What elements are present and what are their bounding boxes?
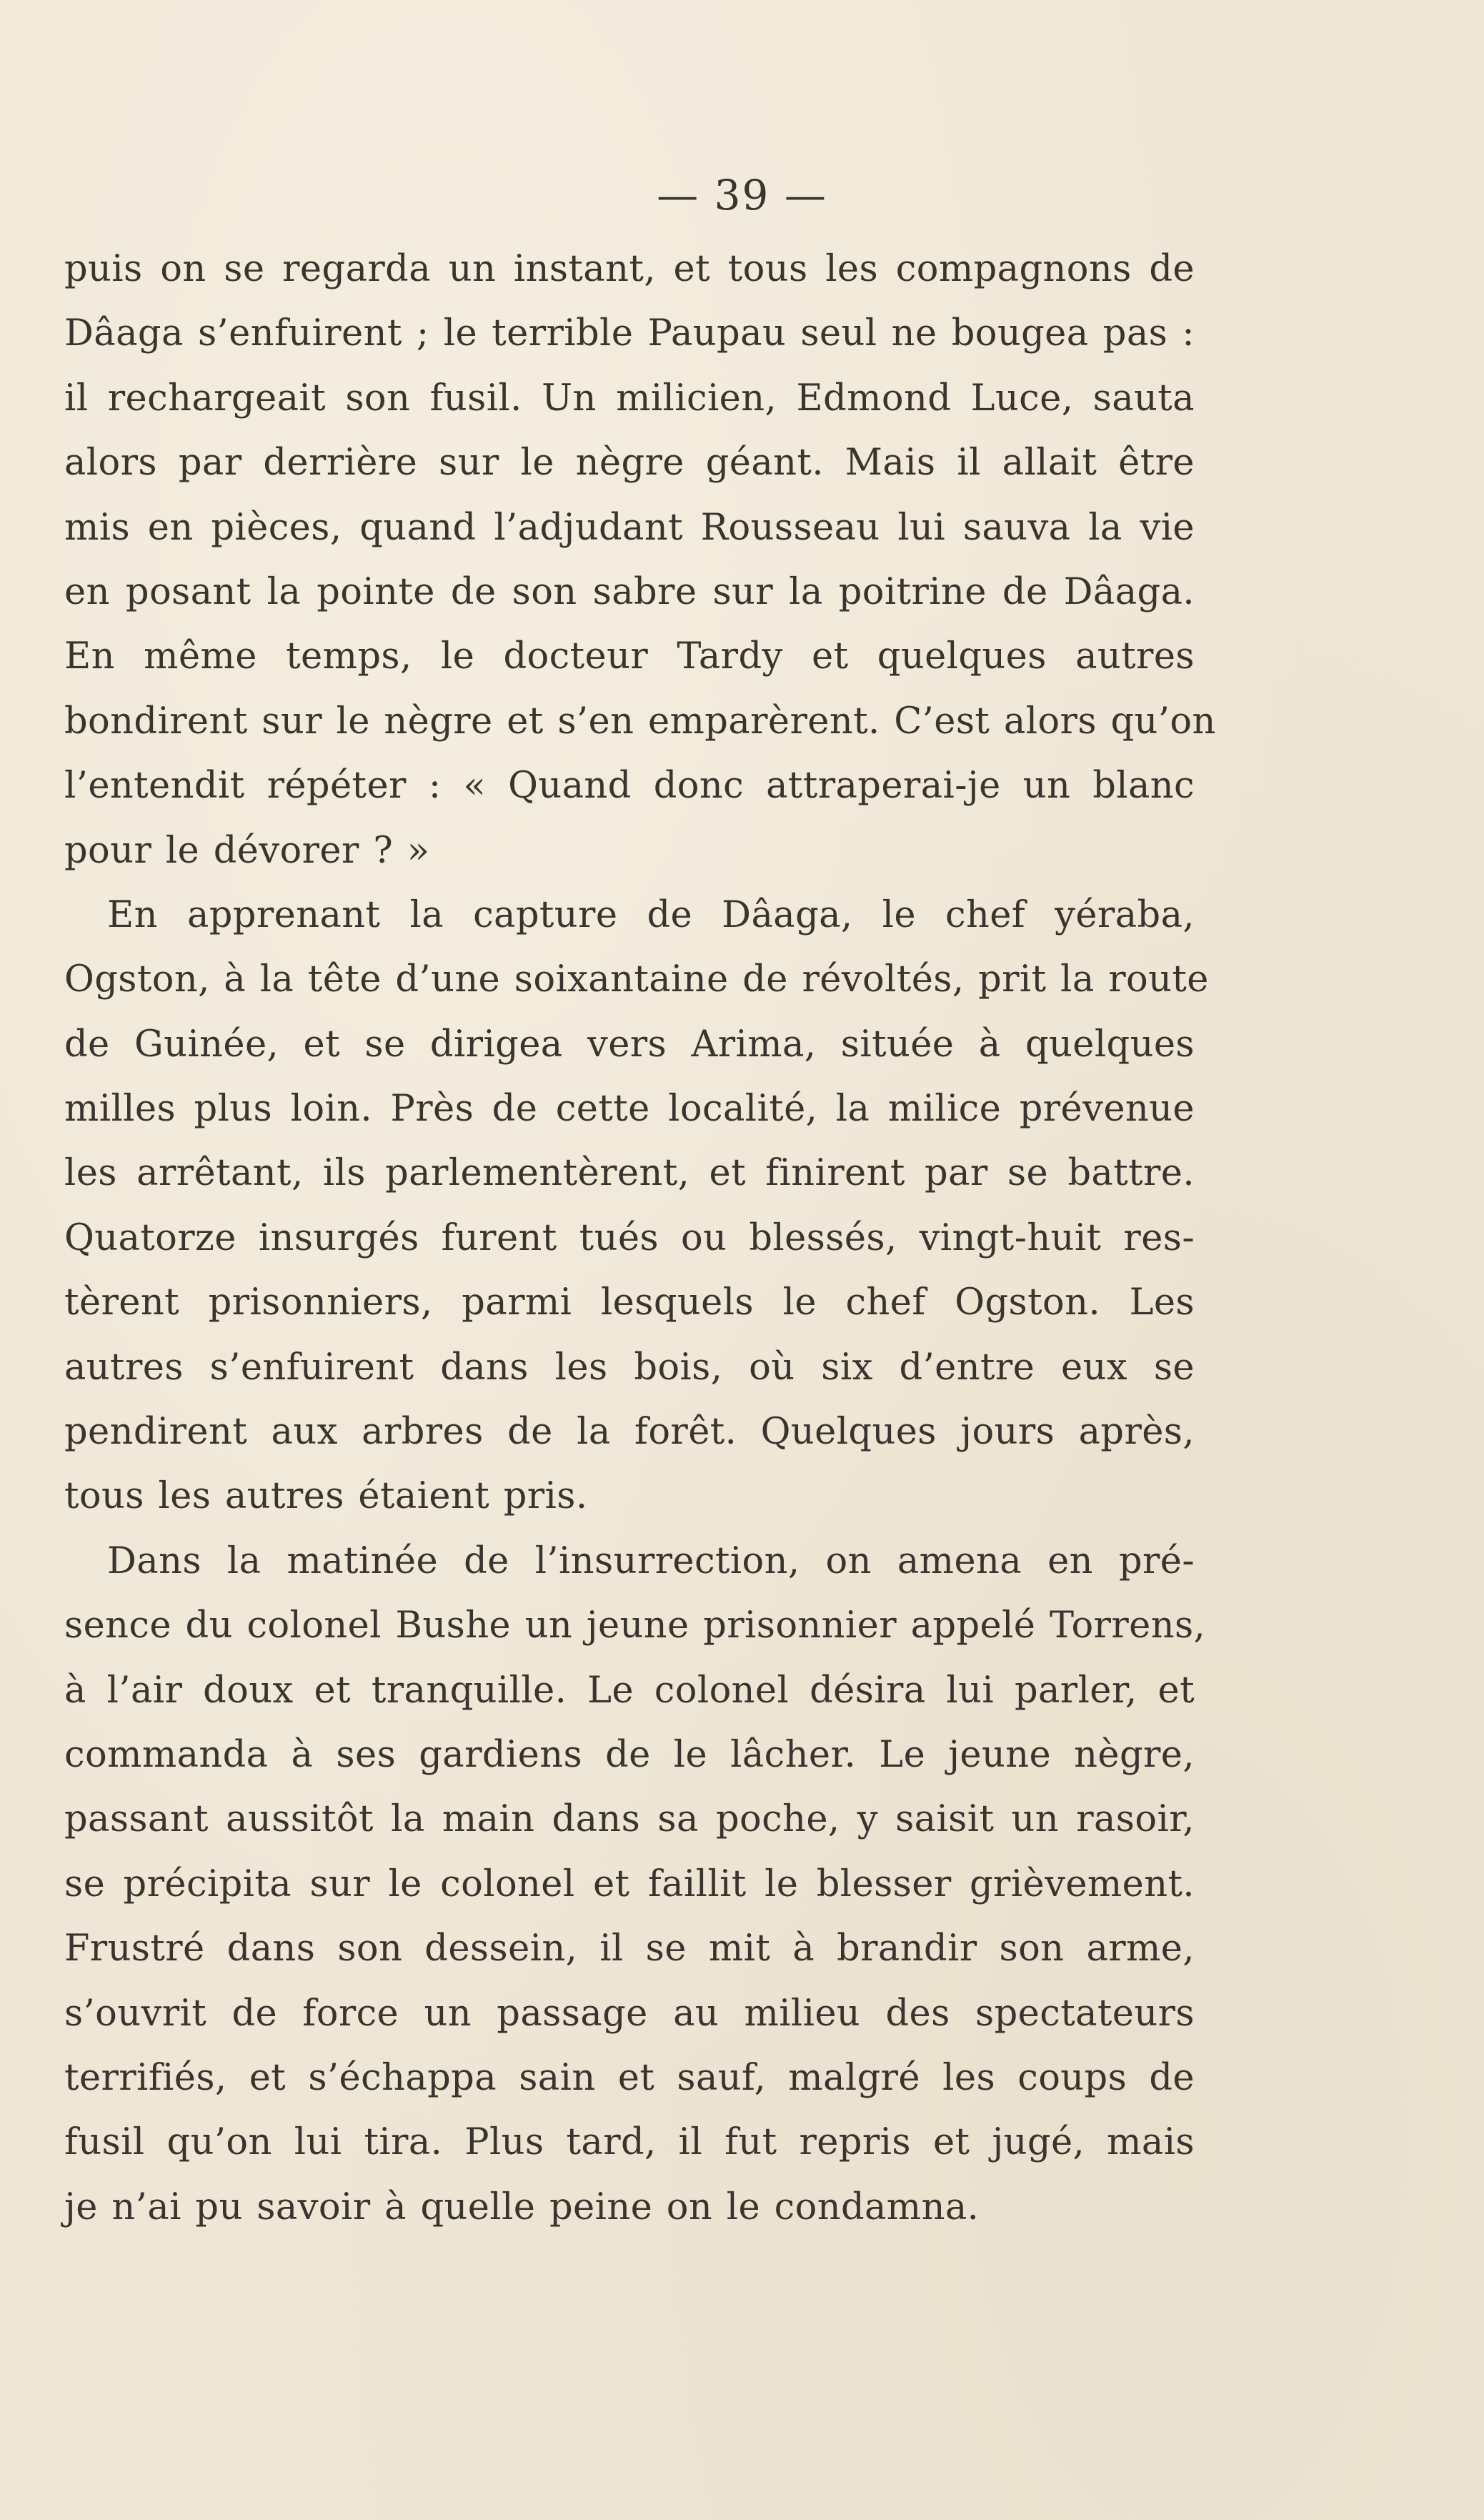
text-line: terrifiés, et s’échappa sain et sauf, malgré les coups de	[64, 2056, 1195, 2099]
text-line: pendirent aux arbres de la forêt. Quelques jours après,	[64, 1411, 1195, 1454]
text-line: en posant la pointe de son sabre sur la poitrine de Dâaga.	[64, 570, 1195, 613]
text-line: milles plus loin. Près de cette localité, la milice prévenue	[64, 1088, 1195, 1131]
text-line: de Guinée, et se dirigea vers Arima, située à quelques	[64, 1023, 1195, 1066]
text-line: En même temps, le docteur Tardy et quelques autres	[64, 635, 1195, 678]
text-line: bondirent sur le nègre et s’en emparèrent. C’est alors qu’on	[64, 700, 1216, 743]
text-line: passant aussitôt la main dans sa poche, y saisit un rasoir,	[64, 1798, 1195, 1841]
text-line: s’ouvrit de force un passage au milieu des spectateurs	[64, 1992, 1195, 2035]
text-line: mis en pièces, quand l’adjudant Rousseau lui sauva la vie	[64, 506, 1195, 549]
text-line: se précipita sur le colonel et faillit le blesser grièvement.	[64, 1862, 1195, 1905]
text-line: commanda à ses gardiens de le lâcher. Le jeune nègre,	[64, 1733, 1195, 1776]
text-line: En apprenant la capture de Dâaga, le chef yéraba,	[107, 893, 1195, 936]
text-line: alors par derrière sur le nègre géant. Mais il allait être	[64, 442, 1195, 485]
text-line: sence du colonel Bushe un jeune prisonnier appelé Torrens,	[64, 1604, 1206, 1647]
page-number: — 39 —	[657, 171, 827, 219]
text-line: tous les autres étaient pris.	[64, 1475, 588, 1518]
text-line: Ogston, à la tête d’une soixantaine de révoltés, prit la route	[64, 958, 1209, 1001]
body-text	[64, 237, 1216, 2240]
text-line: il rechargeait son fusil. Un milicien, Edmond Luce, sauta	[64, 377, 1195, 420]
text-line: autres s’enfuirent dans les bois, où six d’entre eux se	[64, 1346, 1195, 1389]
text-line: je n’ai pu savoir à quelle peine on le condamna.	[64, 2186, 980, 2228]
text-line: à l’air doux et tranquille. Le colonel désira lui parler, et	[64, 1669, 1195, 1712]
text-line: Dâaga s’enfuirent ; le terrible Paupau seul ne bougea pas :	[64, 312, 1195, 355]
text-line: pour le dévorer ? »	[64, 829, 430, 872]
text-line: les arrêtant, ils parlementèrent, et finirent par se battre.	[64, 1152, 1195, 1195]
text-line: Quatorze insurgés furent tués ou blessés, vingt-huit res-	[64, 1216, 1195, 1259]
text-line: l’entendit répéter : « Quand donc attraperai-je un blanc	[64, 765, 1195, 808]
text-line: fusil qu’on lui tira. Plus tard, il fut repris et jugé, mais	[64, 2121, 1195, 2164]
text-line: Dans la matinée de l’insurrection, on amena en pré-	[107, 1539, 1195, 1582]
text-line: tèrent prisonniers, parmi lesquels le chef Ogston. Les	[64, 1281, 1195, 1324]
text-line: puis on se regarda un instant, et tous les compagnons de	[64, 248, 1195, 290]
text-line: Frustré dans son dessein, il se mit à brandir son arme,	[64, 1928, 1195, 1970]
